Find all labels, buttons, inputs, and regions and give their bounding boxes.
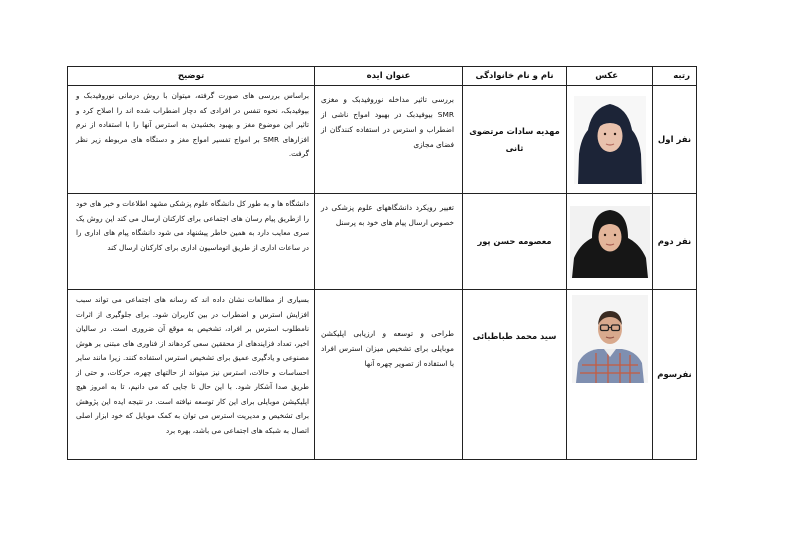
photo-cell	[567, 290, 653, 460]
table-row	[68, 194, 697, 290]
table-row	[68, 290, 697, 460]
table-row	[68, 86, 697, 194]
rank-cell: نفر اول	[653, 86, 697, 194]
rank-cell: نفر دوم	[653, 194, 697, 290]
rank-cell: نفرسوم	[653, 290, 697, 460]
portrait-photo	[570, 206, 650, 278]
name-cell: سید محمد طباطبائی	[463, 290, 567, 460]
photo-cell	[567, 86, 653, 194]
photo-cell	[567, 194, 653, 290]
description-cell: دانشگاه ها و به طور کل دانشگاه علوم پزشکی مشهد اطلاعات و خبر های خود را ازطریق پیام رسان های اجتماعی برای کارکنان ارسال می کند این روش یک سری معایب دارد به همین خاطر پیشنهاد می شود دانشگاه پیام های اداری را در ساعات اداری از طریق اتوماسیون اداری برای کارکنان ارسال کند	[68, 194, 315, 290]
idea-title-cell: بررسی تاثیر مداخله نوروفیدبک و مغزی SMR بیوفیدبک در بهبود امواج ناشی از اضطراب و استرس در استفاده کنندگان از فضای مجازی	[315, 86, 463, 194]
portrait-photo	[572, 295, 648, 383]
header-idea-title: عنوان ایده	[315, 67, 463, 86]
results-table	[67, 66, 697, 460]
portrait-photo	[574, 96, 646, 184]
header-photo: عکس	[567, 67, 653, 86]
description-cell: براساس بررسی های صورت گرفته، میتوان با روش درمانی نوروفیدبک و بیوفیدبک، نحوه تنفس در افرادی که دچار اضطراب شده اند را اصلاح کرد و تاثیر این موضوع مغز و بهبود بخشیدن به استرس آنها را با استفاده از نرم افزارهای SMR بر امواج تفسیر امواج مغز و دستگاه های مربوطه زیر نظر گرفت.	[68, 86, 315, 194]
idea-title-cell: تغییر رویکرد دانشگاههای علوم پزشکی در خصوص ارسال پیام های خود به پرسنل	[315, 194, 463, 290]
header-row	[68, 67, 697, 86]
name-cell: معصومه حسن پور	[463, 194, 567, 290]
header-name: نام و نام خانوادگی	[463, 67, 567, 86]
description-cell: بسیاری از مطالعات نشان داده اند که رسانه های اجتماعی می تواند سبب افزایش استرس و اضطراب در بین کاربران شود. برای جلوگیری از اثرات نامطلوب استرس بر افراد، تشخیص به موقع آن ضروری است. در سالیان اخیر، تعداد فزایندهای از محققین سعی کردهاند از فناوری های مبتنی بر هوش مصنوعی و یادگیری عمیق برای تشخیص استرس استفاده کنند. زیرا مانند سایر احساسات و حالات، استرس نیز میتواند از حالتهای چهره، حرکات، و حتی از طریق صدا آشکار شود. با این حال تا جایی که می دانیم، تا به امروز هیچ اپلیکیشن موبایلی برای این کار توسعه نیافته است. در نتیجه ایده این پژوهش برای تشخیص و مدیریت استرس می توان به کمک موبایل که خود ابزار اصلی اتصال به شبکه های اجتماعی می باشد، بهره برد	[68, 290, 315, 460]
name-cell: مهدیه سادات مرتضوی ثانی	[463, 86, 567, 194]
idea-title-cell: طراحی و توسعه و ارزیابی اپلیکشن موبایلی برای تشخیص میزان استرس افراد با استفاده از تصویر چهره آنها	[315, 290, 463, 460]
header-rank: رتبه	[653, 67, 697, 86]
header-description: توضیح	[68, 67, 315, 86]
